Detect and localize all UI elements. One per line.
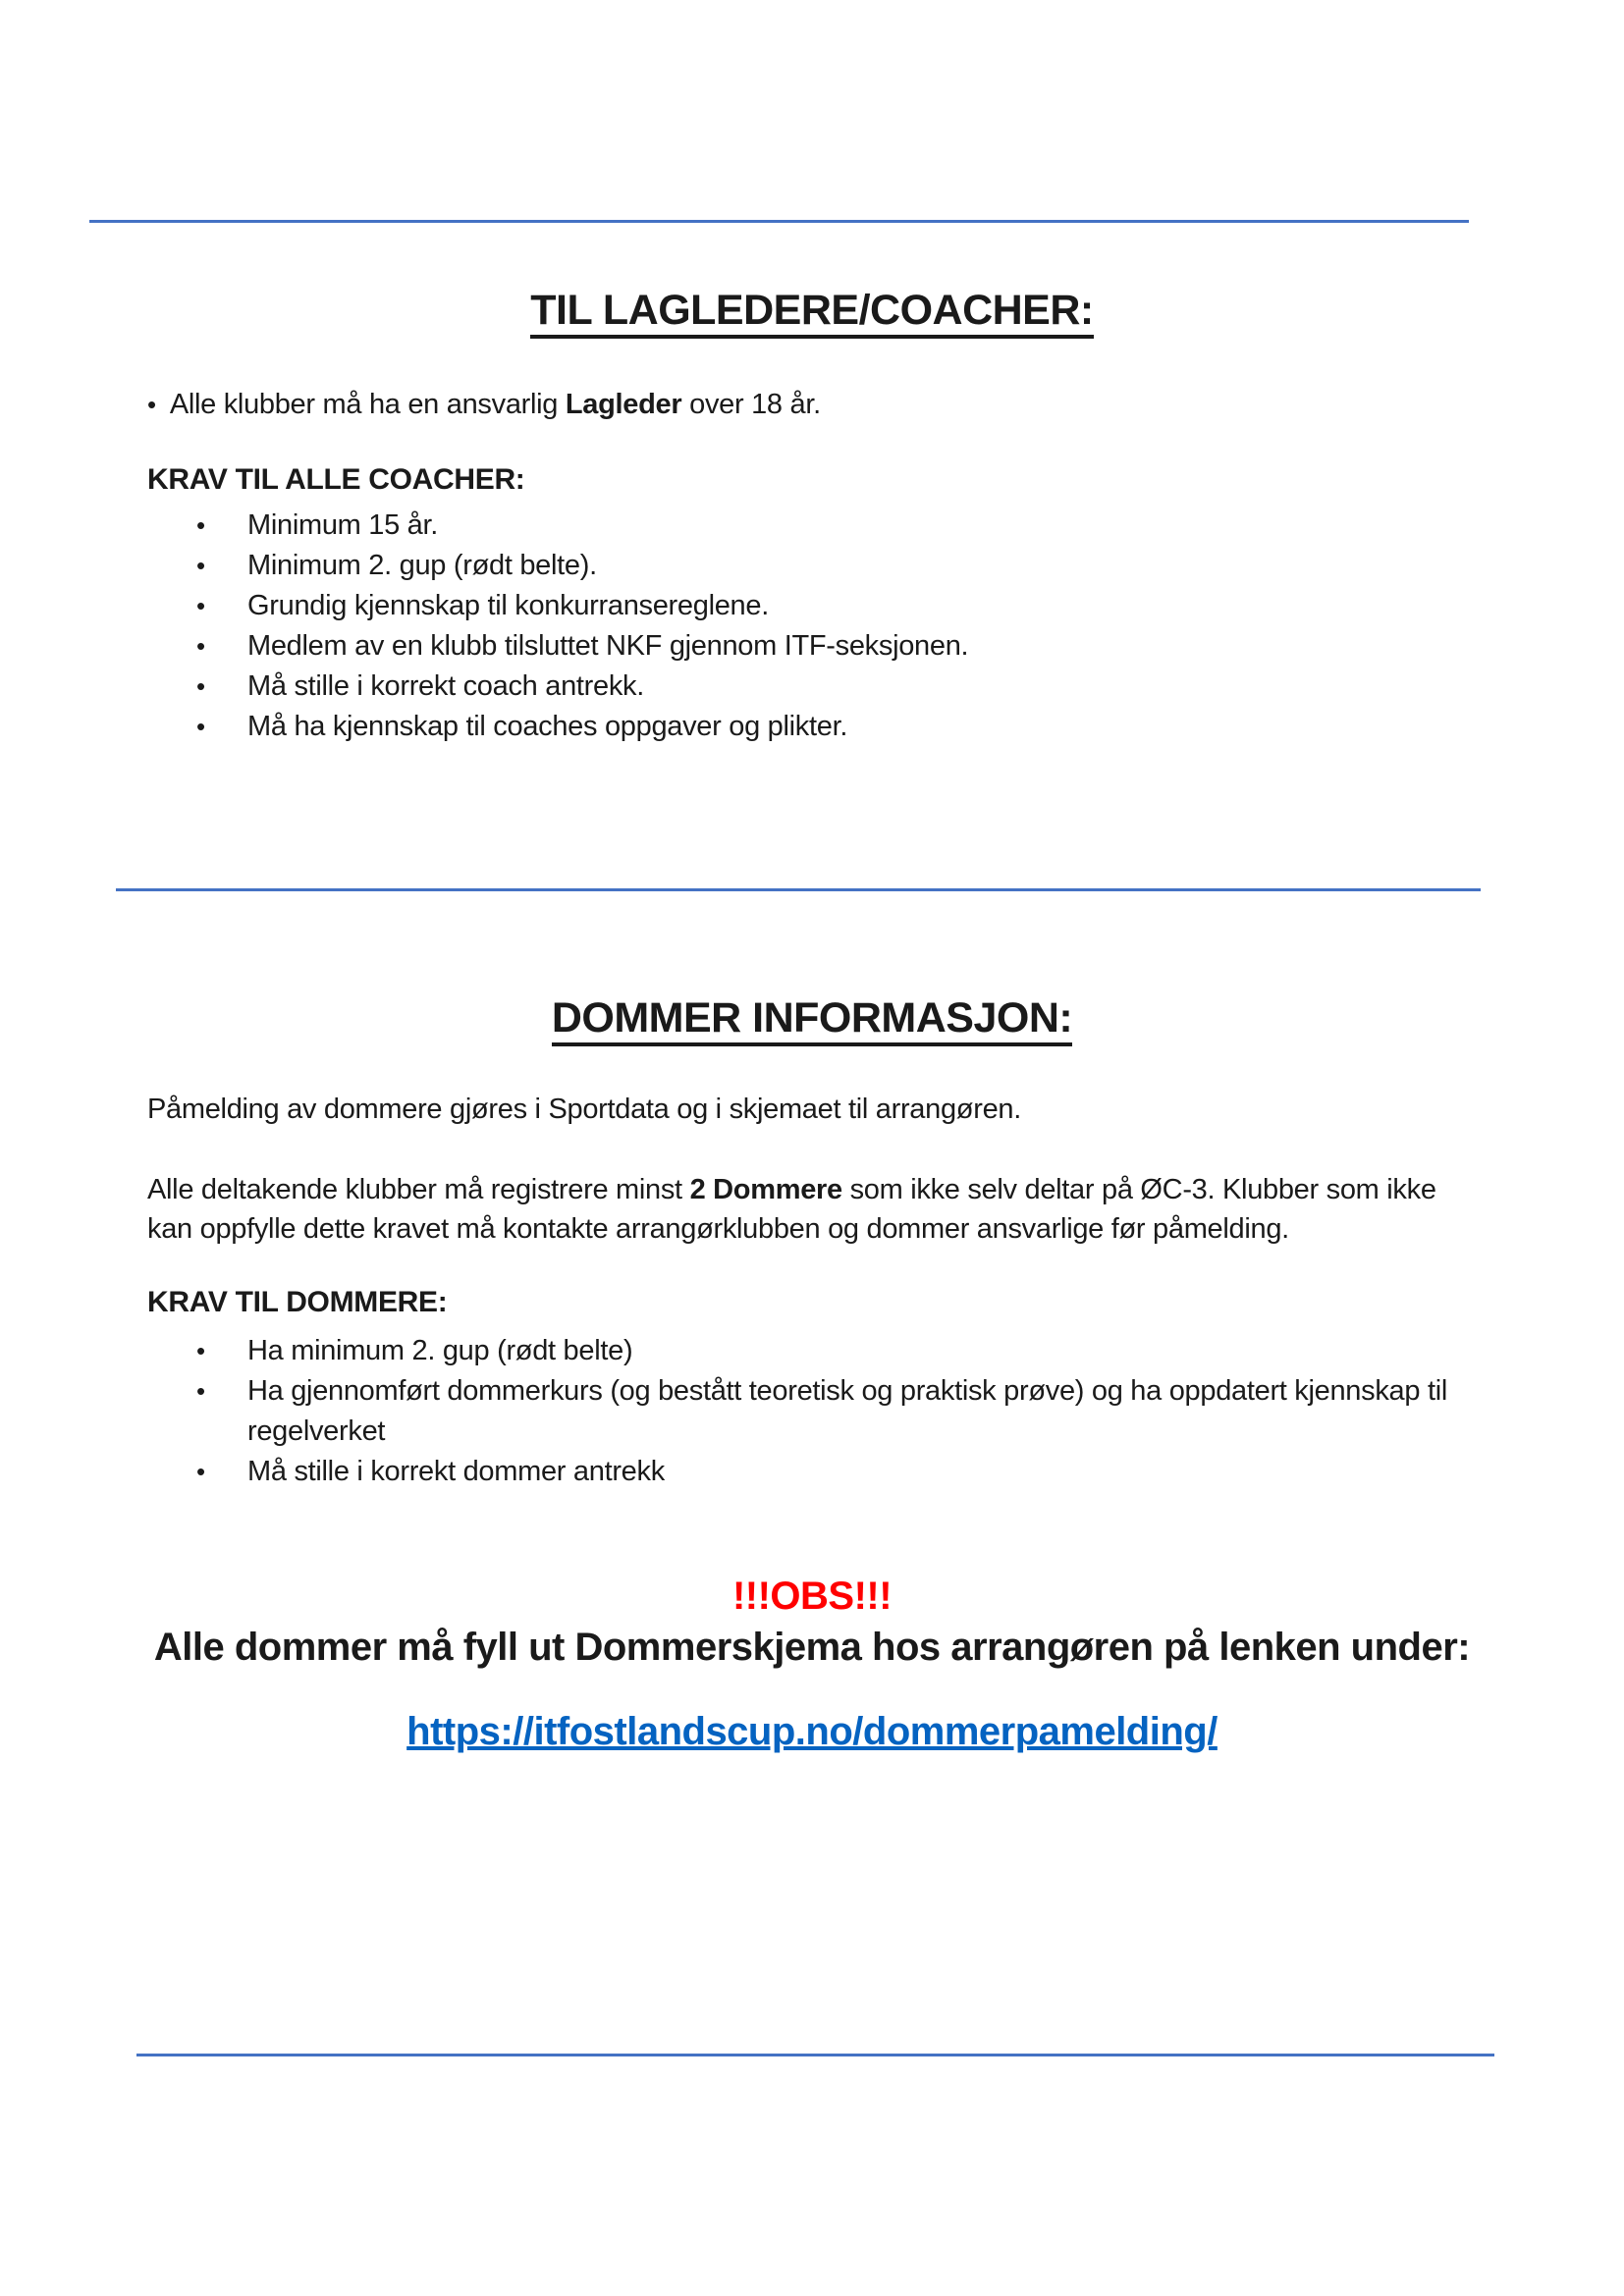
bullet-marker: •	[196, 510, 205, 540]
bullet-marker: •	[196, 1376, 205, 1406]
coach-requirements-list	[147, 506, 1492, 747]
list-item-text: Må stille i korrekt coach antrekk.	[247, 670, 644, 702]
bullet-marker: •	[196, 1336, 205, 1365]
list-item	[147, 1371, 1492, 1452]
judge-registration-paragraph: Påmelding av dommere gjøres i Sportdata og i skjemaet til arrangøren.	[147, 1094, 1021, 1125]
coach-section-title-text: TIL LAGLEDERE/COACHER:	[530, 287, 1094, 339]
section-divider-top	[89, 220, 1469, 223]
list-item	[147, 626, 1492, 667]
bullet-marker: •	[196, 551, 205, 580]
list-item-text: Grundig kjennskap til konkurransereglene.	[247, 590, 769, 621]
list-item	[147, 586, 1492, 626]
list-item-text: Minimum 2. gup (rødt belte).	[247, 550, 597, 581]
section-divider-bottom	[136, 2054, 1494, 2056]
judge-clubs-suffix: som ikke selv deltar på ØC-3. Klubber som ikke kan oppfylle dette kravet må kontakte arrangørklubben og dommer ansvarlige før påmelding.	[147, 1174, 1436, 1245]
judge-clubs-prefix: Alle deltakende klubber må registrere minst	[147, 1174, 690, 1205]
coach-section-title	[0, 283, 1624, 338]
coach-intro-prefix: Alle klubber må ha en ansvarlig	[169, 389, 566, 420]
bullet-marker: •	[147, 390, 156, 419]
bullet-marker: •	[196, 671, 205, 701]
coach-intro-suffix: over 18 år.	[681, 389, 821, 420]
judge-registration-link-line	[0, 1706, 1624, 1757]
list-item-text: Ha gjennomført dommerkurs (og bestått teoretisk og praktisk prøve) og ha oppdatert kjennskap til regelverket	[247, 1375, 1447, 1447]
judge-section-title	[0, 990, 1624, 1045]
judge-requirements-list	[147, 1331, 1492, 1492]
list-item-text: Minimum 15 år.	[247, 509, 439, 541]
judge-section-title-text: DOMMER INFORMASJON:	[552, 994, 1072, 1046]
judge-registration-link[interactable]: https://itfostlandscup.no/dommerpamelding/	[406, 1710, 1218, 1753]
list-item-text: Må stille i korrekt dommer antrekk	[247, 1456, 665, 1487]
list-item	[147, 1331, 1492, 1371]
coach-requirements-heading: KRAV TIL ALLE COACHER:	[147, 463, 525, 496]
list-item	[147, 1452, 1492, 1492]
bullet-marker: •	[196, 1457, 205, 1486]
coach-intro-bold: Lagleder	[565, 389, 682, 420]
bullet-marker: •	[196, 631, 205, 661]
list-item	[147, 546, 1492, 586]
list-item-text: Må ha kjennskap til coaches oppgaver og plikter.	[247, 711, 848, 742]
judge-requirements-heading: KRAV TIL DOMMERE:	[147, 1286, 448, 1318]
section-divider-middle	[116, 888, 1481, 891]
list-item	[147, 707, 1492, 747]
judge-clubs-bold: 2 Dommere	[689, 1174, 842, 1205]
judge-clubs-paragraph	[147, 1170, 1485, 1249]
list-item	[147, 506, 1492, 546]
bullet-marker: •	[196, 712, 205, 741]
judge-form-notice: Alle dommer må fyll ut Dommerskjema hos arrangøren på lenken under:	[153, 1626, 1471, 1669]
bullet-marker: •	[196, 591, 205, 620]
list-item	[147, 667, 1492, 707]
obs-warning: !!!OBS!!!	[731, 1575, 893, 1618]
coach-intro-paragraph	[147, 385, 1485, 425]
list-item-text: Ha minimum 2. gup (rødt belte)	[247, 1335, 633, 1366]
list-item-text: Medlem av en klubb tilsluttet NKF gjennom ITF-seksjonen.	[247, 630, 969, 662]
